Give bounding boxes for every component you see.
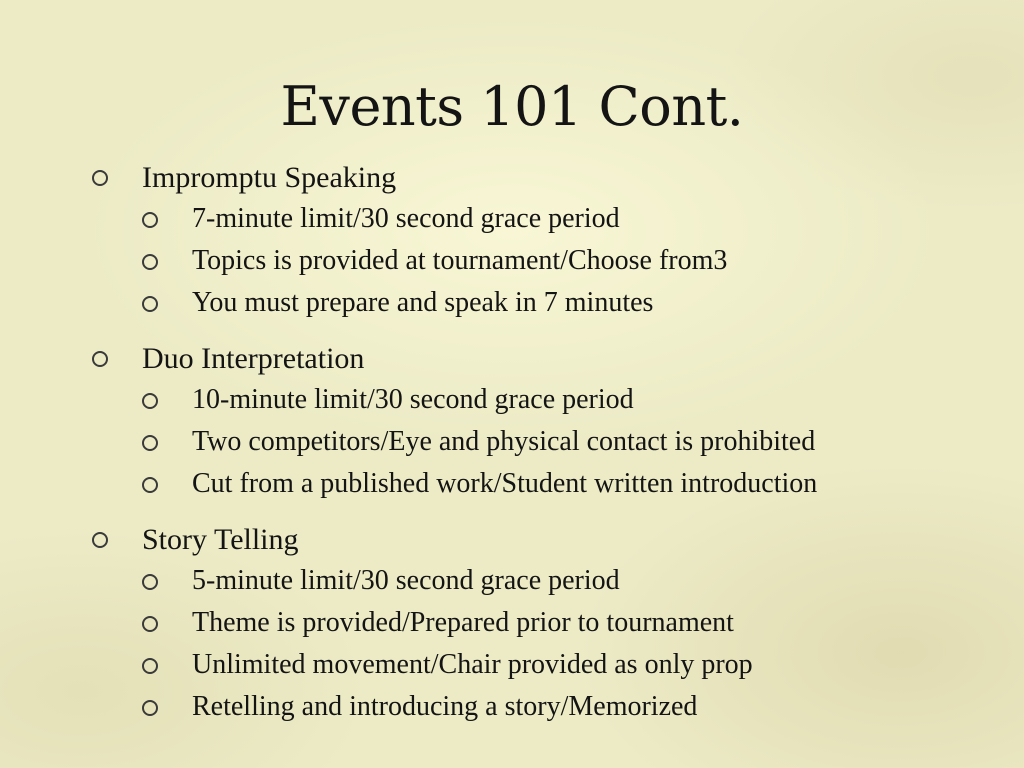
hollow-circle-icon [142, 700, 158, 716]
hollow-circle-icon [92, 351, 108, 367]
hollow-circle-icon [142, 574, 158, 590]
hollow-circle-icon [142, 616, 158, 632]
sub-bullet-text: Topics is provided at tournament/Choose from3 [192, 245, 728, 276]
hollow-circle-icon [142, 296, 158, 312]
section-heading: Impromptu Speaking [142, 161, 397, 194]
sub-bullet-item [86, 560, 986, 602]
hollow-circle-icon [142, 435, 158, 451]
bullet-list [86, 158, 986, 743]
bullet-item [86, 339, 986, 379]
section-duo-interpretation [86, 339, 986, 505]
hollow-circle-icon [92, 532, 108, 548]
sub-bullet-text: Theme is provided/Prepared prior to tournament [192, 607, 734, 638]
bullet-item [86, 158, 986, 198]
sub-bullet-item [86, 240, 986, 282]
section-heading: Duo Interpretation [142, 342, 365, 375]
slide-title: Events 101 Cont. [280, 75, 744, 138]
sub-bullet-item [86, 463, 986, 505]
sub-bullet-item [86, 379, 986, 421]
sub-bullet-item [86, 282, 986, 324]
section-story-telling [86, 520, 986, 728]
section-impromptu-speaking [86, 158, 986, 324]
hollow-circle-icon [92, 170, 108, 186]
sub-bullet-text: Two competitors/Eye and physical contact is prohibited [192, 426, 816, 457]
sub-bullet-text: 5-minute limit/30 second grace period [192, 565, 620, 596]
sub-bullet-item [86, 602, 986, 644]
bullet-item [86, 520, 986, 560]
hollow-circle-icon [142, 477, 158, 493]
sub-bullet-text: Unlimited movement/Chair provided as only prop [192, 649, 753, 680]
sub-bullet-text: You must prepare and speak in 7 minutes [192, 287, 654, 318]
sub-bullet-item [86, 198, 986, 240]
sub-bullet-text: 10-minute limit/30 second grace period [192, 384, 634, 415]
sub-bullet-text: 7-minute limit/30 second grace period [192, 203, 620, 234]
hollow-circle-icon [142, 212, 158, 228]
sub-bullet-item [86, 421, 986, 463]
sub-bullet-item [86, 686, 986, 728]
hollow-circle-icon [142, 393, 158, 409]
hollow-circle-icon [142, 254, 158, 270]
sub-bullet-text: Cut from a published work/Student written introduction [192, 468, 818, 499]
section-heading: Story Telling [142, 523, 299, 556]
sub-bullet-item [86, 644, 986, 686]
hollow-circle-icon [142, 658, 158, 674]
sub-bullet-text: Retelling and introducing a story/Memorized [192, 691, 698, 722]
